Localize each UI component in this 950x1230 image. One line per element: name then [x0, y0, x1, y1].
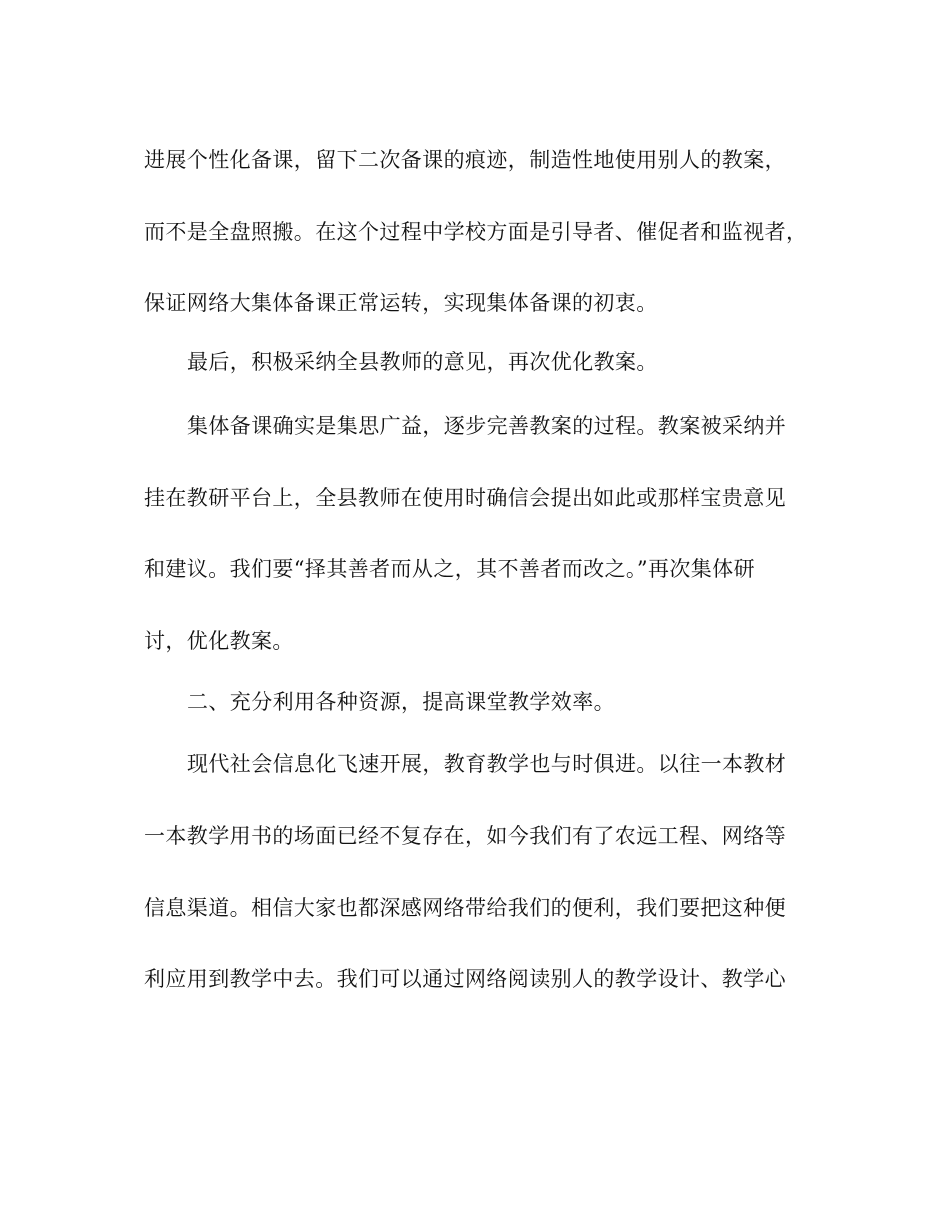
paragraph-line: 信息渠道。相信大家也都深感网络带给我们的便利，我们要把这种便	[144, 896, 786, 920]
paragraph-line: 最后，积极采纳全县教师的意见，再次优化教案。	[187, 350, 658, 374]
paragraph-line: 集体备课确实是集思广益，逐步完善教案的过程。教案被采纳并	[187, 414, 787, 438]
paragraph-line: 一本教学用书的场面已经不复存在，如今我们有了农远工程、网络等	[144, 824, 786, 848]
section-heading: 二、充分利用各种资源，提高课堂教学效率。	[187, 690, 615, 714]
paragraph-line: 现代社会信息化飞速开展，教育教学也与时俱进。以往一本教材	[187, 752, 787, 776]
paragraph-line: 挂在教研平台上，全县教师在使用时确信会提出如此或那样宝贵意见	[144, 486, 786, 510]
paragraph-line: 和建议。我们要“择其善者而从之，其不善者而改之。”再次集体研	[144, 557, 755, 581]
paragraph-line: 保证网络大集体备课正常运转，实现集体备课的初衷。	[144, 291, 658, 315]
paragraph-line: 利应用到教学中去。我们可以通过网络阅读别人的教学设计、教学心	[144, 967, 786, 991]
paragraph-line: 进展个性化备课，留下二次备课的痕迹，制造性地使用别人的教案，	[144, 148, 786, 172]
paragraph-line: 而不是全盘照搬。在这个过程中学校方面是引导者、催促者和监视者，	[144, 220, 808, 244]
paragraph-line: 讨，优化教案。	[144, 629, 294, 653]
